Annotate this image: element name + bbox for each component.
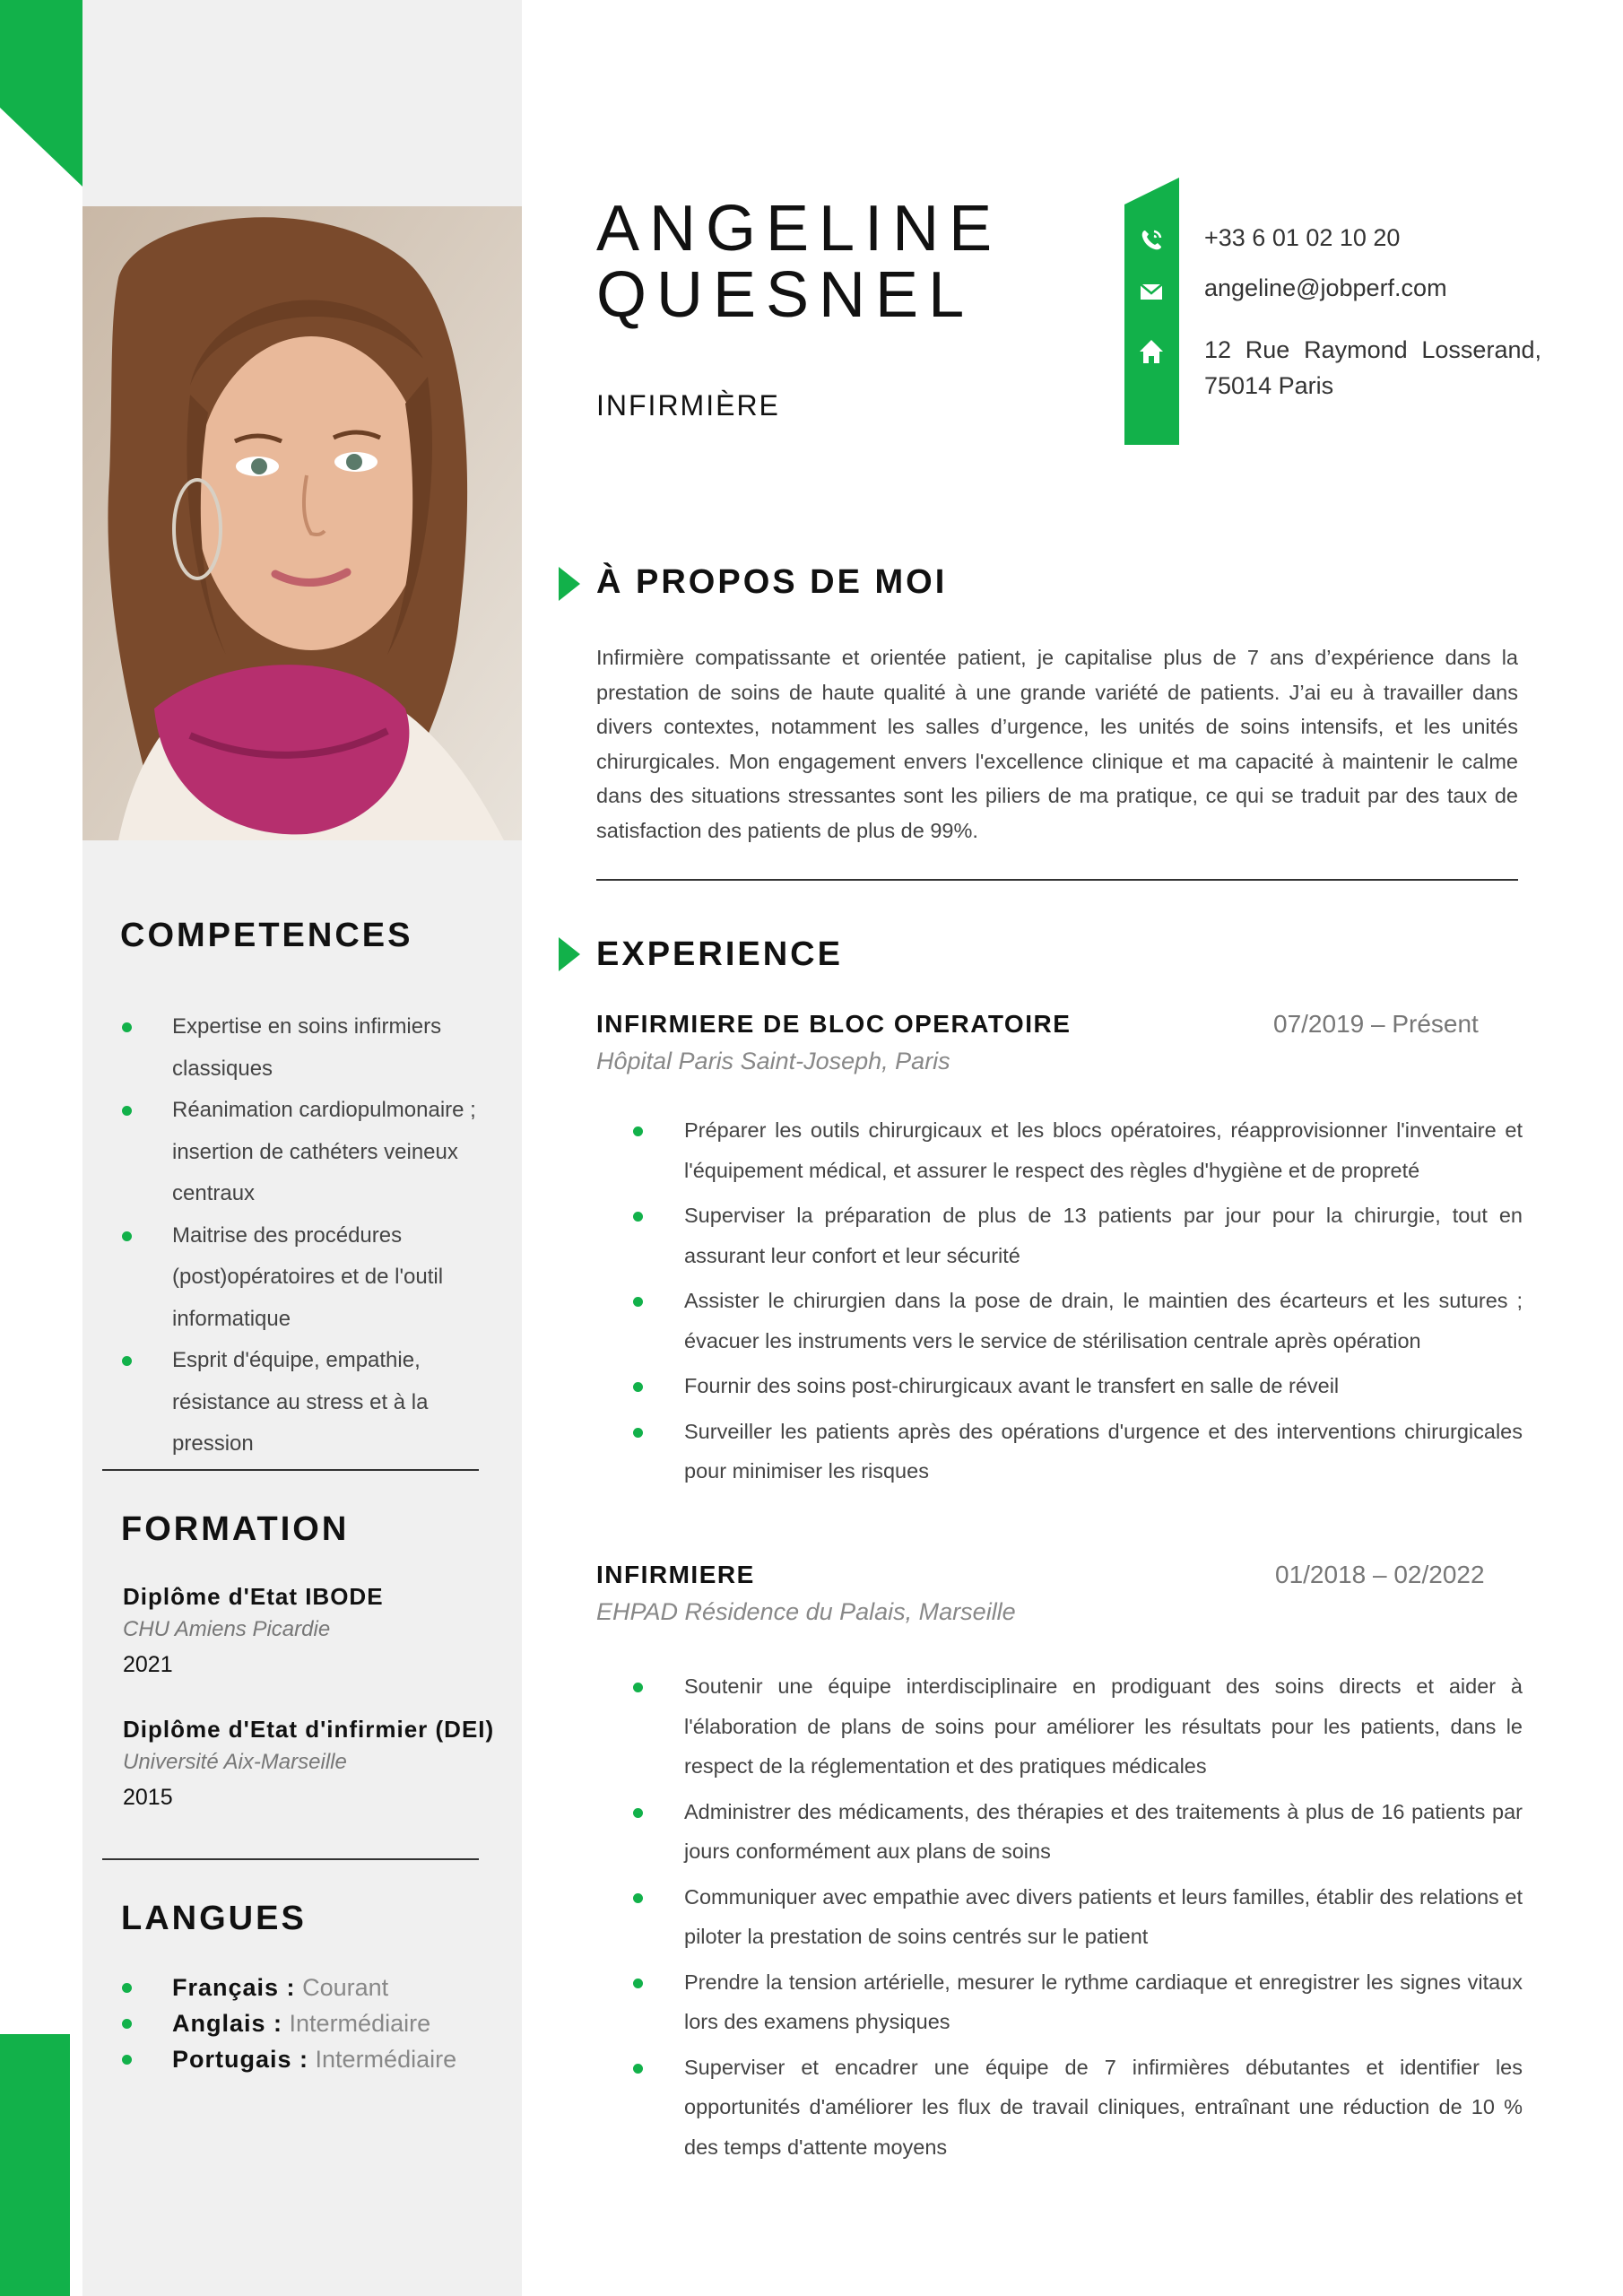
bullet-icon bbox=[633, 1979, 643, 1988]
bullet-icon bbox=[633, 1683, 643, 1692]
task-item: Communiquer avec empathie avec divers patients et leurs familles, établir des relations et piloter la prestation de soins centrés sur le patient bbox=[633, 1877, 1523, 1957]
bullet-icon bbox=[633, 1382, 643, 1392]
task-item: Administrer des médicaments, des thérapies et des traitements à plus de 16 patients par jours conformément aux plans de soins bbox=[633, 1792, 1523, 1872]
skill-item: Maitrise des procédures (post)opératoires et de l'outil informatique bbox=[122, 1215, 499, 1341]
skill-item: Esprit d'équipe, empathie, résistance au stress et à la pression bbox=[122, 1340, 499, 1465]
bullet-icon bbox=[122, 1983, 132, 1993]
job-tasks bbox=[633, 1110, 1523, 1497]
contact-phone[interactable]: +33 6 01 02 10 20 bbox=[1204, 224, 1401, 251]
year: 2015 bbox=[123, 1785, 173, 1810]
task-item: Fournir des soins post-chirurgicaux avant le transfert en salle de réveil bbox=[633, 1366, 1523, 1406]
education-entry bbox=[123, 1713, 517, 1815]
task-item: Soutenir une équipe interdisciplinaire en prodiguant des soins directs et aider à l'élaboration de plans de soins pour améliorer les résultats pour les patients, dans le respect de la réglementation et des pratiques médicales bbox=[633, 1666, 1523, 1787]
profile-photo bbox=[82, 206, 522, 840]
experience-heading: EXPERIENCE bbox=[596, 935, 843, 973]
bullet-icon bbox=[122, 1106, 132, 1116]
job-employer: Hôpital Paris Saint-Joseph, Paris bbox=[596, 1048, 950, 1074]
languages-list bbox=[122, 1970, 456, 2077]
bullet-icon bbox=[122, 1022, 132, 1032]
languages-heading: LANGUES bbox=[121, 1900, 307, 1937]
bottom-accent-bar bbox=[0, 2034, 70, 2296]
year: 2021 bbox=[123, 1652, 173, 1677]
language-item: Portugais : Intermédiaire bbox=[122, 2041, 456, 2077]
language-item: Anglais : Intermédiaire bbox=[122, 2005, 456, 2041]
job-position: INFIRMIERE DE BLOC OPERATOIRE bbox=[596, 1010, 1072, 1038]
skill-item: Réanimation cardiopulmonaire ; insertion de cathéters veineux centraux bbox=[122, 1090, 499, 1215]
arrow-right-icon bbox=[559, 937, 580, 971]
home-icon bbox=[1137, 337, 1166, 366]
about-text: Infirmière compatissante et orientée patient, je capitalise plus de 7 ans d’expérience dans la prestation de soins de haute qualité à une grande variété de patients. J’ai eu à travailler dans divers contextes, notamment les salles d’urgence, les unités de soins intensifs, et les unités chirurgicales. Mon engagement envers l'excellence clinique et ma capacité à maintenir le calme dans des situations stressantes sont les piliers de ma pratique, ce qui se traduit par des taux de satisfaction des patients de plus de 99%. bbox=[596, 646, 1518, 842]
about-heading: À PROPOS DE MOI bbox=[596, 563, 948, 601]
job-dates: 07/2019 – Présent bbox=[1273, 1010, 1479, 1038]
divider bbox=[596, 879, 1518, 881]
bullet-icon bbox=[122, 2055, 132, 2065]
education-heading: FORMATION bbox=[121, 1510, 350, 1548]
bullet-icon bbox=[122, 1231, 132, 1241]
task-item: Préparer les outils chirurgicaux et les blocs opératoires, réapprovisionner l'inventaire et l'équipement médical, et assurer le respect des règles d'hygiène et de propreté bbox=[633, 1110, 1523, 1190]
bullet-icon bbox=[633, 1126, 643, 1136]
corner-accent bbox=[0, 0, 82, 187]
contact-email[interactable]: angeline@jobperf.com bbox=[1204, 274, 1447, 301]
task-item: Superviser et encadrer une équipe de 7 infirmières débutantes et identifier les opportunités d'améliorer les flux de travail cliniques, entraînant une réduction de 10 % des temps d'attente moyens bbox=[633, 2048, 1523, 2168]
phone-icon bbox=[1137, 226, 1166, 255]
bullet-icon bbox=[633, 1297, 643, 1307]
bullet-icon bbox=[633, 1808, 643, 1818]
bullet-icon bbox=[633, 2064, 643, 2074]
divider bbox=[102, 1858, 479, 1860]
task-item: Prendre la tension artérielle, mesurer le rythme cardiaque et enregistrer les signes vitaux lors des examens physiques bbox=[633, 1962, 1523, 2042]
arrow-right-icon bbox=[559, 567, 580, 601]
bullet-icon bbox=[122, 2019, 132, 2029]
envelope-icon bbox=[1137, 277, 1166, 306]
task-item: Superviser la préparation de plus de 13 patients par jour pour la chirurgie, tout en assurant leur confort et leur sécurité bbox=[633, 1196, 1523, 1275]
bullet-icon bbox=[633, 1893, 643, 1903]
language-item: Français : Courant bbox=[122, 1970, 456, 2005]
bullet-icon bbox=[633, 1212, 643, 1222]
job-employer: EHPAD Résidence du Palais, Marseille bbox=[596, 1598, 1016, 1625]
task-item: Surveiller les patients après des opérations d'urgence et des interventions chirurgicales pour minimiser les risques bbox=[633, 1412, 1523, 1492]
skills-heading: COMPETENCES bbox=[120, 917, 413, 954]
candidate-name: ANGELINE QUESNEL bbox=[596, 193, 1002, 331]
school: Université Aix-Marseille bbox=[123, 1750, 347, 1774]
education-entry bbox=[123, 1580, 517, 1683]
job-dates: 01/2018 – 02/2022 bbox=[1275, 1561, 1485, 1588]
job-tasks bbox=[633, 1666, 1523, 2172]
degree: Diplôme d'Etat d'infirmier (DEI) bbox=[123, 1716, 495, 1743]
bullet-icon bbox=[122, 1356, 132, 1366]
divider bbox=[102, 1469, 479, 1471]
school: CHU Amiens Picardie bbox=[123, 1617, 331, 1641]
bullet-icon bbox=[633, 1428, 643, 1438]
skill-item: Expertise en soins infirmiers classiques bbox=[122, 1006, 499, 1090]
degree: Diplôme d'Etat IBODE bbox=[123, 1583, 384, 1610]
contact-bar bbox=[1124, 178, 1179, 445]
contact-address: 12 Rue Raymond Losserand, 75014 Paris bbox=[1204, 336, 1541, 399]
task-item: Assister le chirurgien dans la pose de drain, le maintien des écarteurs et les sutures ; évacuer les instruments vers le service de stérilisation centrale après opération bbox=[633, 1281, 1523, 1361]
job-position: INFIRMIERE bbox=[596, 1561, 755, 1588]
skills-list bbox=[122, 1006, 499, 1465]
job-title: INFIRMIÈRE bbox=[596, 389, 780, 422]
